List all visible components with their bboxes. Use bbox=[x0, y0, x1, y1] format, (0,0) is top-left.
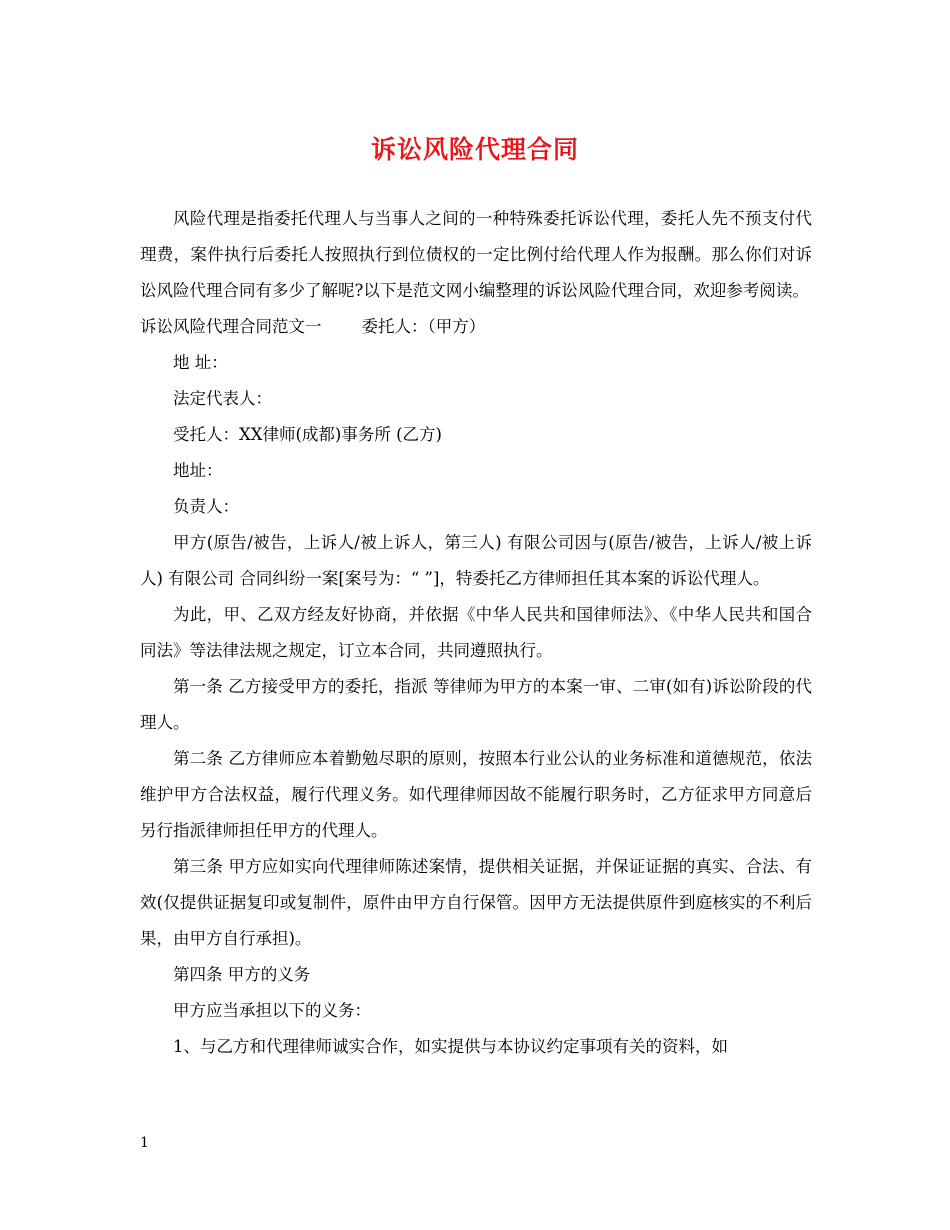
trustee-line: 受托人：XX律师(成都)事务所 (乙方) bbox=[173, 425, 442, 444]
page-number: 1 bbox=[140, 1135, 149, 1151]
agreement-basis-paragraph: 为此，甲、乙双方经友好协商，并依据《中华人民共和国律师法》、《中华人民共和国合同法》等法律法规之规定，订立本合同，共同遵照执行。 bbox=[140, 605, 812, 660]
obligation-item-1: 1、与乙方和代理律师诚实合作，如实提供与本协议约定事项有关的资料，如 bbox=[173, 1037, 728, 1056]
article-4-heading: 第四条 甲方的义务 bbox=[173, 965, 311, 984]
address-line: 地 址： bbox=[173, 353, 228, 372]
trustee-address-line: 地址： bbox=[173, 461, 223, 480]
party-a-obligations-intro: 甲方应当承担以下的义务： bbox=[173, 1001, 371, 1020]
article-1: 第一条 乙方接受甲方的委托，指派 等律师为甲方的本案一审、二审(如有)诉讼阶段的代理人。 bbox=[140, 677, 812, 732]
sample-heading-line bbox=[140, 309, 812, 345]
document-body bbox=[140, 201, 812, 1065]
intro-paragraph: 风险代理是指委托代理人与当事人之间的一种特殊委托诉讼代理，委托人先不预支付代理费，案件执行后委托人按照执行到位债权的一定比例付给代理人作为报酬。那么你们对诉讼风险代理合同有多少了解呢?以下是范文网小编整理的诉讼风险代理合同，欢迎参考阅读。 bbox=[140, 209, 812, 300]
document-title: 诉讼风险代理合同 bbox=[370, 135, 579, 164]
client-label: 委托人：（甲方） bbox=[361, 317, 486, 336]
article-3: 第三条 甲方应如实向代理律师陈述案情，提供相关证据，并保证证据的真实、合法、有效(仅提供证据复印或复制件，原件由甲方自行保管。因甲方无法提供原件到庭核实的不利后果，由甲方自行承担)。 bbox=[140, 857, 812, 948]
case-paragraph: 甲方(原告/被告，上诉人/被上诉人，第三人) 有限公司因与(原告/被告，上诉人/被上诉人) 有限公司 合同纠纷一案[案号为：“ ”]，特委托乙方律师担任其本案的诉讼代理人。 bbox=[140, 533, 812, 588]
person-in-charge-line: 负责人： bbox=[173, 497, 239, 516]
article-2: 第二条 乙方律师应本着勤勉尽职的原则，按照本行业公认的业务标准和道德规范，依法维护甲方合法权益，履行代理义务。如代理律师因故不能履行职务时，乙方征求甲方同意后另行指派律师担任甲方的代理人。 bbox=[140, 749, 812, 840]
sample-title: 诉讼风险代理合同范文一 bbox=[140, 317, 322, 336]
legal-representative-line: 法定代表人： bbox=[173, 389, 272, 408]
